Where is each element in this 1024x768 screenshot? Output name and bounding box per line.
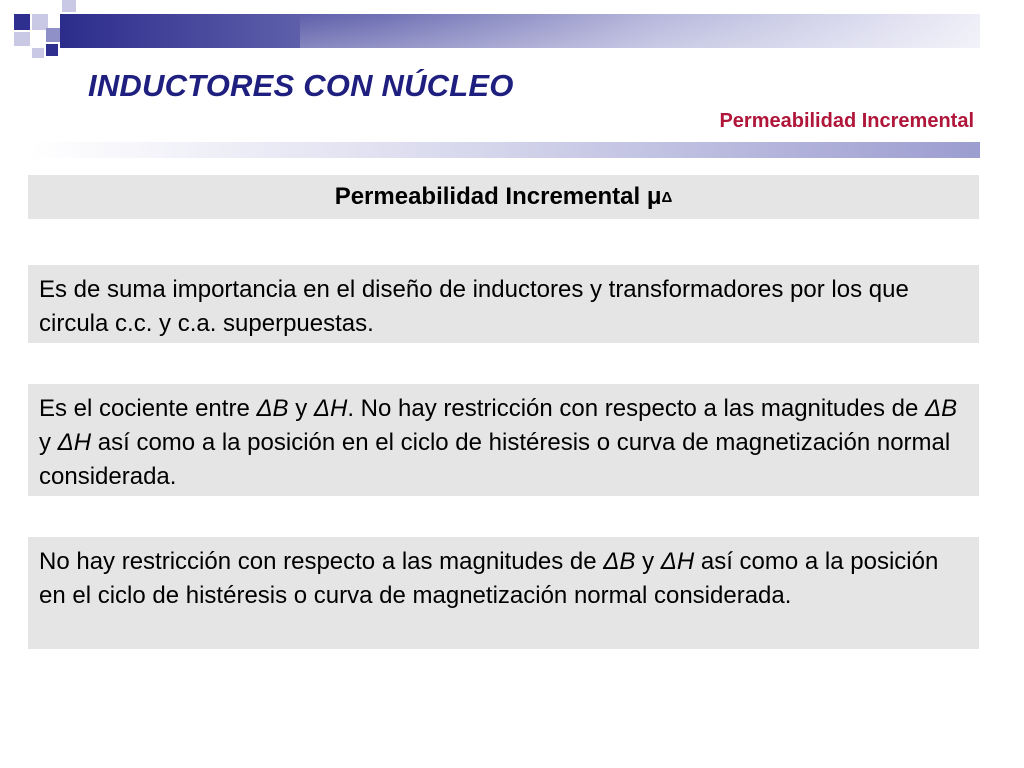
header-band-fade: [300, 14, 980, 48]
italic-symbol: ΔH: [313, 395, 348, 422]
text-run: Es de suma importancia en el diseño de inductores y transformadores por los que circula c.c. y c.a. superpuestas.: [39, 276, 909, 337]
italic-symbol: ΔH: [660, 548, 695, 575]
section-heading-text: Permeabilidad Incremental μ: [334, 183, 662, 210]
text-block: [28, 265, 979, 343]
text-run: y: [288, 395, 314, 422]
text-run: y: [635, 548, 661, 575]
section-heading-subscript: Δ: [661, 188, 673, 206]
decorative-square: [32, 48, 44, 58]
italic-symbol: ΔH: [57, 429, 92, 456]
decorative-square: [46, 44, 58, 56]
decorative-square: [14, 32, 30, 46]
text-run: y: [39, 429, 58, 456]
text-run: Es el cociente entre: [39, 395, 257, 422]
slide-subtitle: Permeabilidad Incremental: [719, 110, 974, 132]
italic-symbol: ΔB: [256, 395, 289, 422]
text-run: así como a la posición en el ciclo de histéresis o curva de magnetización normal considerada.: [39, 429, 951, 490]
text-block: [28, 537, 979, 649]
header-divider-band: [30, 142, 980, 158]
italic-symbol: ΔB: [924, 395, 958, 422]
slide-title: INDUCTORES CON NÚCLEO: [88, 68, 514, 103]
decorative-square: [46, 28, 60, 42]
section-heading: [28, 175, 979, 219]
italic-symbol: ΔB: [603, 548, 636, 575]
text-run: No hay restricción con respecto a las magnitudes de: [39, 548, 604, 575]
text-run: así como a la posición en el ciclo de histéresis o curva de magnetización normal considerada.: [39, 548, 939, 609]
decorative-square: [62, 0, 76, 12]
text-block: [28, 384, 979, 496]
decorative-square: [14, 14, 30, 30]
text-run: . No hay restricción con respecto a las magnitudes de: [347, 395, 925, 422]
